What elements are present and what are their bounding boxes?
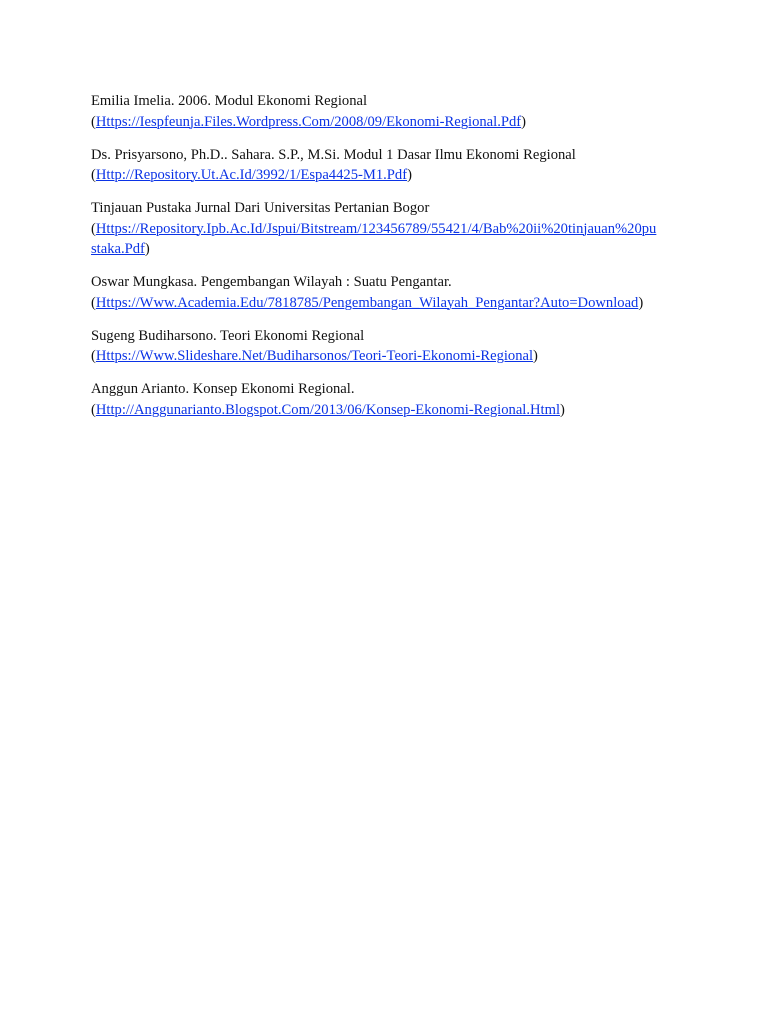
reference-link[interactable]: Http://Repository.Ut.Ac.Id/3992/1/Espa4425-M1.Pdf (95, 167, 408, 183)
open-paren: ( (91, 348, 96, 364)
reference-link-continued[interactable]: staka.Pdf (91, 241, 145, 257)
close-paren: ) (560, 401, 565, 418)
close-paren: ) (144, 241, 150, 257)
open-paren: ( (91, 294, 96, 311)
reference-link-line-continued (91, 239, 681, 260)
close-paren: ) (638, 294, 644, 311)
reference-link[interactable]: Https://Repository.Ipb.Ac.Id/Jspui/Bitstream/123456789/55421/4/Bab%20ii%20tinjauan%20pu (95, 220, 657, 237)
reference-title: Oswar Mungkasa. Pengembangan Wilayah : Suatu Pengantar. (91, 274, 452, 290)
reference-item (91, 91, 681, 132)
reference-title: Tinjauan Pustaka Jurnal Dari Universitas Pertanian Bogor (91, 200, 430, 216)
reference-title: Ds. Prisyarsono, Ph.D.. Sahara. S.P., M.Si. Modul 1 Dasar Ilmu Ekonomi Regional (91, 146, 576, 163)
close-paren: ) (407, 167, 412, 183)
reference-link-line (91, 112, 681, 133)
reference-title: Emilia Imelia. 2006. Modul Ekonomi Regional (91, 93, 368, 109)
reference-link-line (91, 400, 681, 421)
reference-list (91, 91, 681, 433)
reference-link-line (91, 219, 681, 240)
reference-item (91, 198, 681, 260)
reference-link[interactable]: Https://Www.Academia.Edu/7818785/Pengembangan_Wilayah_Pengantar?Auto=Download (95, 294, 639, 311)
reference-title: Anggun Arianto. Konsep Ekonomi Regional. (91, 381, 355, 397)
reference-item (91, 326, 681, 367)
reference-link-line (91, 165, 681, 186)
reference-item (91, 145, 681, 186)
open-paren: ( (91, 113, 96, 130)
reference-link[interactable]: Https://Iespfeunja.Files.Wordpress.Com/2008/09/Ekonomi-Regional.Pdf (95, 113, 522, 130)
reference-link[interactable]: Http://Anggunarianto.Blogspot.Com/2013/06/Konsep-Ekonomi-Regional.Html (95, 401, 561, 418)
open-paren: ( (91, 220, 96, 237)
reference-link[interactable]: Https://Www.Slideshare.Net/Budiharsonos/Teori-Teori-Ekonomi-Regional (95, 348, 534, 364)
open-paren: ( (91, 401, 96, 418)
reference-item (91, 272, 681, 313)
open-paren: ( (91, 167, 96, 183)
close-paren: ) (521, 113, 526, 130)
reference-title: Sugeng Budiharsono. Teori Ekonomi Regional (91, 327, 365, 344)
reference-link-line (91, 346, 681, 367)
reference-item (91, 379, 681, 420)
close-paren: ) (533, 348, 538, 364)
reference-link-line (91, 293, 681, 314)
